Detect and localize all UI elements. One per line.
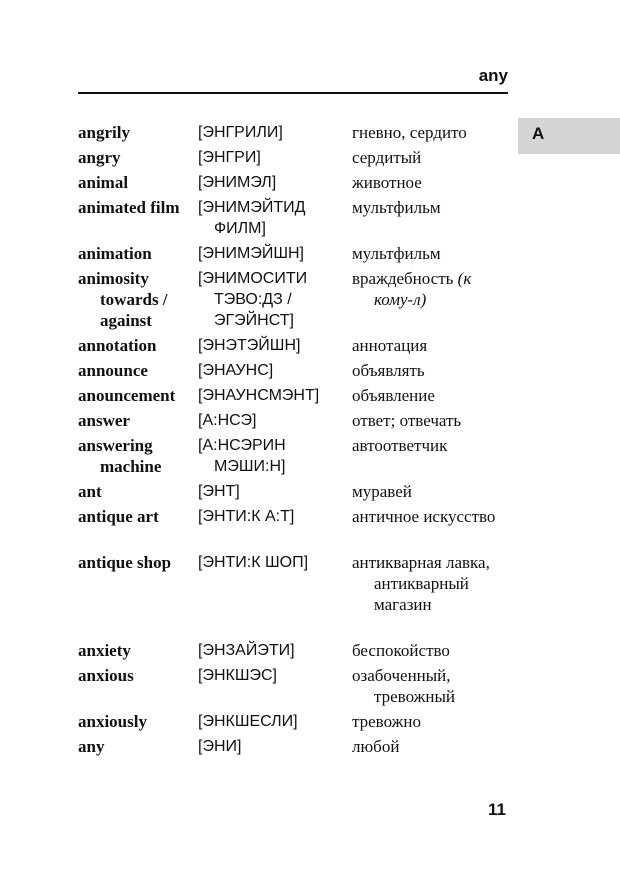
running-head: any xyxy=(478,66,508,85)
transcription: [ЭНТ] xyxy=(198,483,240,500)
entry xyxy=(78,172,508,194)
headword: answer xyxy=(78,411,130,430)
transcription: [А:НСЭ] xyxy=(198,412,257,429)
translation: мультфильм xyxy=(352,244,441,263)
transcription: [ЭНЗАЙЭТИ] xyxy=(198,642,295,659)
headword: answering machine xyxy=(78,436,162,476)
entry xyxy=(78,552,508,637)
transcription: [ЭНТИ:К ШОП] xyxy=(198,554,309,571)
transcription: [А:НСЭРИН МЭШИ:Н] xyxy=(198,437,286,475)
transcription: [ЭНЭТЭЙШН] xyxy=(198,337,301,354)
translation: аннотация xyxy=(352,336,428,355)
headword: angry xyxy=(78,148,121,167)
headword: anxiety xyxy=(78,641,131,660)
entry xyxy=(78,410,508,432)
headword: animated film xyxy=(78,198,180,217)
headword: any xyxy=(78,737,105,756)
transcription: [ЭНАУНС] xyxy=(198,362,274,379)
entry xyxy=(78,268,508,332)
transcription: [ЭНКШЭС] xyxy=(198,667,277,684)
thumb-index-tab xyxy=(518,118,620,154)
page-number: 11 xyxy=(488,800,506,819)
transcription: [ЭНКШЕСЛИ] xyxy=(198,713,298,730)
transcription: [ЭНГРИ] xyxy=(198,149,261,166)
translation: ответ; отвечать xyxy=(352,411,462,430)
headword: angrily xyxy=(78,123,130,142)
headword: animal xyxy=(78,173,129,192)
transcription: [ЭНИМЭЙТИД ФИЛМ] xyxy=(198,199,306,237)
entry xyxy=(78,197,508,240)
entry xyxy=(78,147,508,169)
header-rule xyxy=(78,92,508,94)
entry xyxy=(78,481,508,503)
headword: antique shop xyxy=(78,553,172,572)
translation: антикварная лавка, антикварный магазин xyxy=(352,553,490,614)
translation: тревожно xyxy=(352,712,422,731)
entry xyxy=(78,385,508,407)
translation: муравей xyxy=(352,482,412,501)
entry xyxy=(78,243,508,265)
transcription: [ЭНГРИЛИ] xyxy=(198,124,283,141)
transcription: [ЭНИМЭЛ] xyxy=(198,174,277,191)
entry xyxy=(78,360,508,382)
transcription: [ЭНИМЭЙШН] xyxy=(198,245,304,262)
headword: ant xyxy=(78,482,102,501)
translation: античное искусство xyxy=(352,507,496,526)
translation xyxy=(352,268,512,310)
headword: anxiously xyxy=(78,712,147,731)
transcription: [ЭНИМОСИТИ ТЭВО:ДЗ / ЭГЭЙНСТ] xyxy=(198,270,308,329)
section-letter: A xyxy=(532,124,545,143)
entry xyxy=(78,736,508,758)
transcription: [ЭНТИ:К А:Т] xyxy=(198,508,295,525)
headword: annotation xyxy=(78,336,157,355)
translation: сердитый xyxy=(352,148,422,167)
entry xyxy=(78,122,508,144)
translation: автоответчик xyxy=(352,436,448,455)
entry xyxy=(78,435,508,478)
translation: беспокойство xyxy=(352,641,450,660)
headword: anouncement xyxy=(78,386,176,405)
transcription: [ЭНИ] xyxy=(198,738,242,755)
translation: озабоченный, тревожный xyxy=(352,666,456,706)
headword: anxious xyxy=(78,666,134,685)
headword: animation xyxy=(78,244,152,263)
translation: мультфильм xyxy=(352,198,441,217)
translation: животное xyxy=(352,173,422,192)
translation: гневно, сердито xyxy=(352,123,467,142)
transcription: [ЭНАУНСМЭНТ] xyxy=(198,387,320,404)
headword: announce xyxy=(78,361,148,380)
translation-text: враждебность xyxy=(352,269,454,288)
translation: объявлять xyxy=(352,361,425,380)
translation: любой xyxy=(352,737,400,756)
entry xyxy=(78,335,508,357)
headword: antique art xyxy=(78,507,159,526)
entry xyxy=(78,711,508,733)
entry xyxy=(78,665,508,708)
dictionary-entries xyxy=(78,122,508,761)
entry xyxy=(78,640,508,662)
headword: animosity towards / against xyxy=(78,269,168,330)
entry xyxy=(78,506,508,549)
usage-note: (к кому-л) xyxy=(374,269,472,309)
translation: объявление xyxy=(352,386,435,405)
